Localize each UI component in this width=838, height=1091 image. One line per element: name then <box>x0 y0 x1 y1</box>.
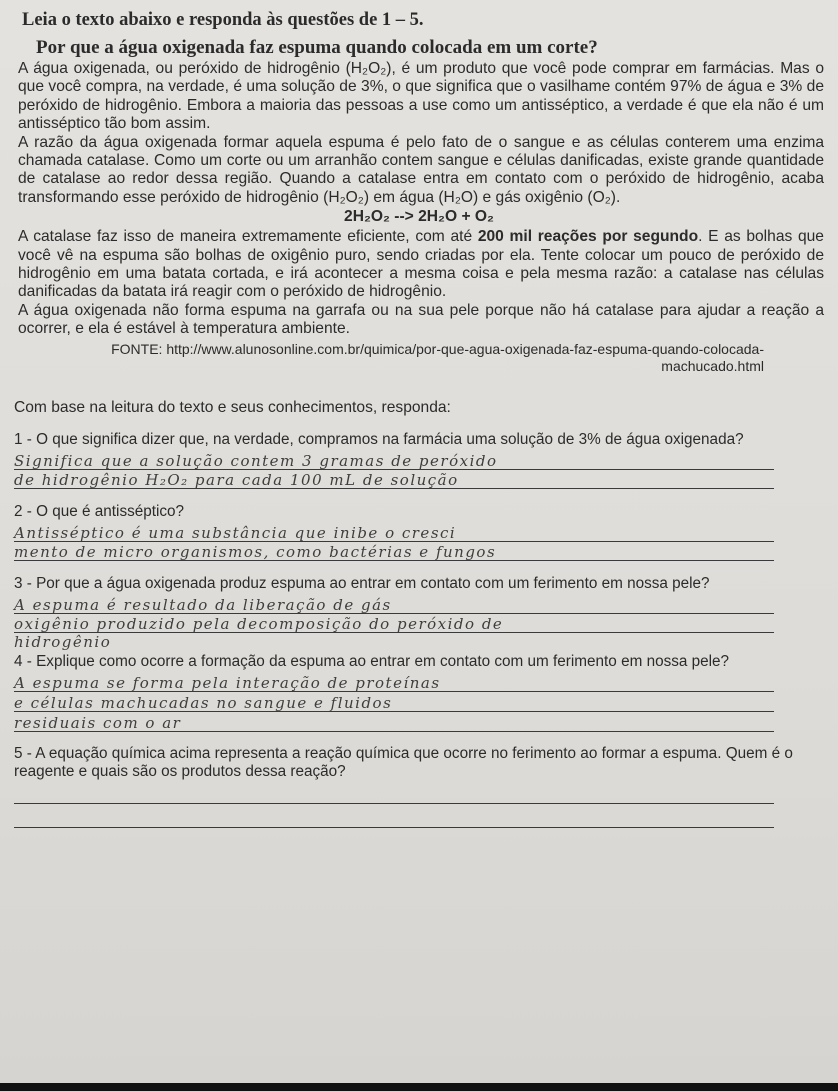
handwritten-answer-1-line-1: Significa que a solução contem 3 gramas de peróxido <box>14 451 498 470</box>
handwritten-answer-3-line-1: A espuma é resultado da liberação de gás <box>14 595 392 614</box>
article-paragraph-4: A água oxigenada não forma espuma na garrafa ou na sua pele porque não há catalase para ajudar a reação a ocorrer, e ela é estável à temperatura ambiente. <box>18 301 824 338</box>
handwritten-answer-4-line-2: e células machucadas no sangue e fluidos <box>14 693 393 712</box>
question-2-text: 2 - O que é antisséptico? <box>14 502 185 520</box>
article-paragraph-3 <box>14 228 824 302</box>
answer-area-5[interactable] <box>14 781 774 831</box>
source-citation <box>14 341 764 375</box>
question-5-text: 5 - A equação química acima representa a reação química que ocorre no ferimento ao formar a espuma. Quem é o reagente e quais são os produtos dessa reação? <box>14 744 793 780</box>
article-title: Por que a água oxigenada faz espuma quando colocada em um corte? <box>36 37 598 58</box>
handwritten-answer-3-line-2: oxigênio produzido pela decomposição do peróxido de <box>14 614 504 633</box>
question-3 <box>14 575 824 651</box>
question-4-text: 4 - Explique como ocorre a formação da espuma ao entrar em contato com um ferimento em nossa pele? <box>14 652 730 670</box>
chemical-equation: 2H₂O₂ --> 2H₂O + O₂ <box>344 208 494 226</box>
instruction-heading: Leia o texto abaixo e responda às questões de 1 – 5. <box>22 10 424 30</box>
worksheet-content <box>14 10 824 831</box>
article-paragraph-1: A água oxigenada, ou peróxido de hidrogênio (H₂O₂), é um produto que você pode comprar em farmácias. Mas o que você compra, na verdade, é uma solução de 3%, o que significa que o vasilhame contém 97% de água e 3% de peróxido de hidrogênio. Embora a maioria das pessoas a use como um antisséptico, a verdade é que ela não é um antisséptico tão bom assim. <box>18 60 824 133</box>
question-3-text: 3 - Por que a água oxigenada produz espuma ao entrar em contato com um ferimento em nossa pele? <box>14 574 710 592</box>
question-4 <box>14 653 824 735</box>
answer-area-4[interactable] <box>14 671 774 735</box>
source-line-1: FONTE: http://www.alunosonline.com.br/quimica/por-que-agua-oxigenada-faz-espuma-quando-colocada- <box>111 340 764 357</box>
bottom-edge-shadow <box>0 1083 838 1091</box>
article-paragraph-2: A razão da água oxigenada formar aquela espuma é pelo fato de o sangue e as células conterem uma enzima chamada catalase. Como um corte ou um arranhão contem sangue e células danificadas, existe grande quantidade de catalase ao redor dessa região. Quando a catalase entra em contato com o peróxido de hidrogênio, acaba transformando esse peróxido de hidrogênio (H₂O₂) em água (H₂O) e gás oxigênio (O₂). <box>18 133 824 206</box>
answer-area-1[interactable] <box>14 449 774 489</box>
handwritten-answer-2-line-1: Antisséptico é uma substância que inibe o cresci <box>14 523 457 542</box>
paragraph-3-end: . E as bolhas que você vê na espuma são bolhas de oxigênio puro, sendo criadas por ela. Tente colocar um pouco de peróxido de hidrogênio em uma batata cortada, e irá acontecer a mesma coisa e pela mesma razão: a catalase nas células danificadas da batata irá reagir com o peróxido de hidrogênio. <box>18 228 824 301</box>
source-line-2: machucado.html <box>661 357 764 374</box>
questions-intro: Com base na leitura do texto e seus conhecimentos, responda: <box>14 398 451 416</box>
handwritten-answer-4-line-1: A espuma se forma pela interação de proteínas <box>14 673 441 692</box>
question-5 <box>14 745 824 831</box>
paragraph-3-start: A catalase faz isso de maneira extremamente eficiente, com até <box>18 228 478 246</box>
question-1-text: 1 - O que significa dizer que, na verdade, compramos na farmácia uma solução de 3% de água oxigenada? <box>14 430 744 448</box>
question-1 <box>14 431 824 489</box>
answer-area-2[interactable] <box>14 521 774 561</box>
answer-area-3[interactable] <box>14 593 774 651</box>
answer-line <box>14 827 774 829</box>
answer-line <box>14 803 774 805</box>
handwritten-answer-1-line-2: de hidrogênio H₂O₂ para cada 100 mL de solução <box>14 470 459 489</box>
handwritten-answer-4-line-3: residuais com o ar <box>14 713 182 732</box>
handwritten-answer-2-line-2: mento de micro organismos, como bactérias e fungos <box>14 542 497 561</box>
question-2 <box>14 503 824 561</box>
handwritten-answer-3-line-3: hidrogênio <box>14 632 112 651</box>
paragraph-3-bold: 200 mil reações por segundo <box>477 228 699 246</box>
